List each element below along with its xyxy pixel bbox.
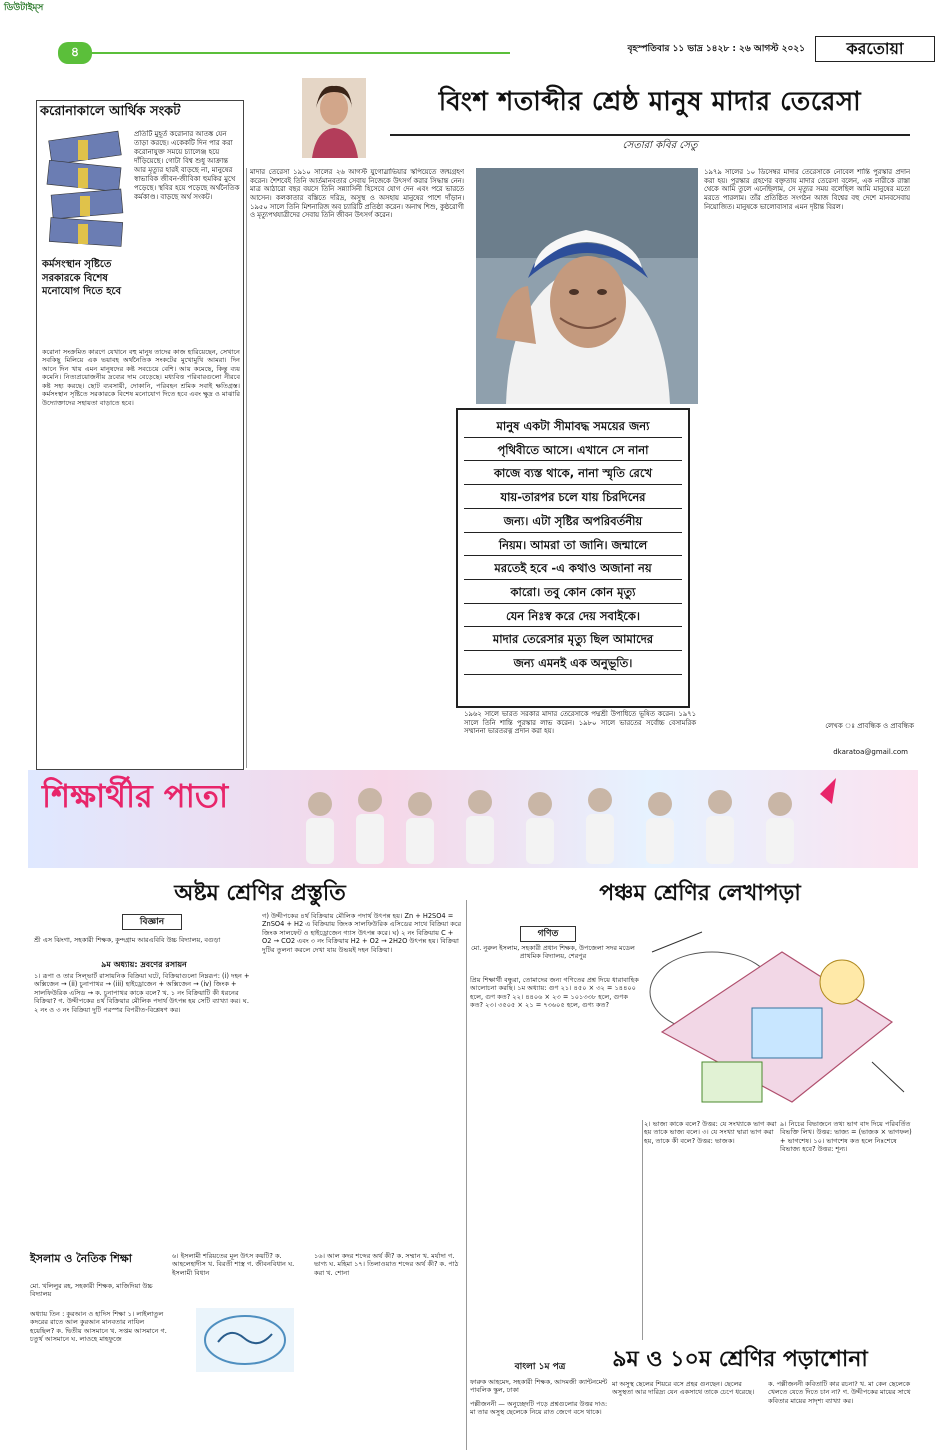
calligraphy-image	[196, 1308, 294, 1372]
math-tag: গণিত	[520, 926, 576, 942]
quote-line: যায়-তারপর চলে যায় চিরদিনের	[464, 485, 682, 509]
bangla-body: পল্লীজননী — অনুচ্ছেদটি পড়ে প্রশ্নগুলোর উত্তর দাও: মা তার অসুস্থ ছেলেকে নিয়ে রাত জেগে বসে থাকে।	[470, 1400, 608, 1417]
economy-body: করোনা সংক্রমিত কারণে যেখানে বহু মানুষ তাদের কাজ হারিয়েছেন, সেখানে সবকিছু মিলিয়ে এক ভয়াবহ অর্থনৈতিক সংকটের মুখোমুখি আমরা। দিন আনে দিন খায় এমন মানুষদের কষ্ট সবচেয়ে বেশি। আয় কমেছে, কিন্তু ব্যয় কমেনি। নিত্যপ্রয়োজনীয় দ্রব্যের দাম বেড়েছে। মধ্যবিত্ত পরিবারগুলো নীরবে কষ্ট সহ্য করছে। ছোট ব্যবসায়ী, দোকানি, পরিবহন শ্রমিক সবাই ক্ষতিগ্রস্ত। কর্মসংস্থান সৃষ্টিতে সরকারকে বিশেষ মনোযোগ দিতে হবে এবং ক্ষুদ্র ও মাঝারি উদ্যোক্তাদের সহায়তা বাড়াতে হবে।	[42, 348, 240, 407]
quote-line: যেন নিঃস্ব করে দেয় সবাইকে।	[464, 604, 682, 628]
column-rule	[642, 1120, 643, 1340]
feature-caption: ১৯৬২ সালে ভারত সরকার মাদার তেরেসাকে পদ্মশ্রী উপাধিতে ভূষিত করেন। ১৯৭১ সালে তিনি শান্তি পুরস্কার লাভ করেন। ১৯৮০ সালে ভারতের সর্বোচ্চ বেসামরিক সম্মাননা ভারতরত্ন প্রদান করা হয়।	[464, 710, 696, 736]
quote-line: জন্য এমনই এক অনুভূতি।	[464, 651, 682, 675]
economy-article-title: করোনাকালে আর্থিক সংকট	[40, 104, 181, 119]
mother-teresa-photo	[476, 168, 698, 404]
feature-signature: লেখক ঃ প্রাবন্ধিক ও প্রাবন্ধিক	[825, 722, 914, 730]
page-number: ৪	[58, 42, 92, 64]
math-illustration	[642, 912, 914, 1120]
religion-questions: ১৬। আল কদর শব্দের অর্থ কী? ক. সম্মান খ. মর্যাদা গ. ভাগ্য ঘ. মহিমা ১৭। তিলাওয়াত শব্দের অর্থ কী? ক. পাঠ করা খ. শোনা	[314, 1252, 459, 1277]
science-chapter: ৯ম অধ্যায়: দ্রবণের রসায়ন	[101, 960, 187, 969]
banknotes-image	[44, 130, 130, 250]
math-answers-b: ৯। নিচের বিভাজনে তথ্য ভাগ বাদ দিয়ে পরিবর্তিত বিভক্তি লিখ। উত্তর: ভাজ্য = (ভাজক × ভাগফল) + ভাগশেষ। ১০। ভাগশেষ কত হলে নিঃশেষে বিভাজ্য হবে? উত্তর: শূন্য।	[780, 1120, 912, 1154]
religion-body: অধ্যায় তিন : কুরআন ও হাদিস শিক্ষা ১। লাইলাতুল কদরের রাতে আল কুরআন মানবতার নাযিল হয়েছিল? ক. দ্বিতীয় আসমানে খ. সপ্তম আসমানে গ. চতুর্থ আসমানে ঘ. লাওহে মাহফুজে	[30, 1310, 167, 1344]
header-rule	[90, 52, 510, 54]
class910-heading: ৯ম ও ১০ম শ্রেণির পড়াশোনা	[612, 1347, 868, 1372]
religion-options: ৬। ইসলামী শরিয়তের মূল উৎস কয়টি? ক. আহলেহাদীস খ. বিরতী শাস্ত্র গ. জীবনবিধান ঘ. ইসলামী বিধান	[172, 1252, 295, 1277]
religion-heading: ইসলাম ও নৈতিক শিক্ষা	[30, 1252, 132, 1265]
math-body: প্রিয় শিক্ষার্থী বন্ধুরা, তোমাদের জন্য গণিতের প্রশ্ন দিয়ে ধারাবাহিক আলোচনা করছি। ১ম অধ্যায়: গুণ ২১। ৪৫০ × ৩২ = ১৪৪০০ হলে, গুণ কত? ২২। ৪৪০৬ × ২৩ = ১০১৩৩৮ হলে, গুণক কত? ২৩। ৩৫০৫ × ২১ = ৭৩৬০৫ হলে, গুণ্য কত?	[470, 976, 639, 1010]
science-tag: বিজ্ঞান	[122, 914, 182, 930]
feature-title: বিংশ শতাব্দীর শ্রেষ্ঠ মানুষ মাদার তেরেসা	[438, 87, 862, 117]
quote-line: মাদার তেরেসার মৃত্যু ছিল আমাদের	[464, 627, 682, 651]
science-body: ১। রূপা ও তার সিল্ভার্ট রাসায়নিক বিক্রিয়া ঘটে, বিক্রিয়াগুলো নিম্নরূপ: (i) দহন + অক্সিজেন → (ii) চুনাপাথর → (iii) হাইড্রোজেন + অক্সিজেন → (iv) জিংক + সালফিউরিক এসিড → ক. চুনাপাথর কাকে বলে? খ. ১ নং বিক্রিয়াটি কী ধরনের বিক্রিয়া? গ. উদ্দীপকের ৪র্থ বিক্রিয়ার মৌলিক পদার্থ উৎপন্ন হয় সেটি ব্যাখ্যা কর। ঘ. ২ নং ও ৩ নং বিক্রিয়া দুটি পরস্পর বিপরীত-বিশ্লেষণ কর।	[34, 972, 250, 1014]
quote-line: জন্য। এটা সৃষ্টির অপরিবর্তনীয়	[464, 509, 682, 533]
quote-line: নিয়ম। আমরা তা জানি। জন্মালে	[464, 533, 682, 557]
feature-quote-box	[456, 408, 690, 708]
class8-heading: অষ্টম শ্রেণির প্রস্তুতি	[174, 881, 346, 906]
paper-logo: করতোয়া	[815, 36, 935, 62]
economy-pull-quote: কর্মসংস্থান সৃষ্টিতে সরকারকে বিশেষ মনোযোগ দিতে হবে	[42, 259, 122, 297]
feature-author: সেতারা কবির সেতু	[622, 140, 698, 151]
date-line: বৃহস্পতিবার ১১ ভাদ্র ১৪২৮ : ২৬ আগস্ট ২০২১	[627, 44, 805, 54]
column-rule	[466, 900, 467, 1450]
bangla-author: ফারুক আহমেদ, সহকারী শিক্ষক, আদমজী ক্যান্টনমেন্ট পাবলিক স্কুল, ঢাকা	[470, 1378, 608, 1395]
quote-line: মানুষ একটা সীমাবদ্ধ সময়ের জন্য	[464, 414, 682, 438]
bangla-body-3: ক. পল্লীজননী কবিতাটি কার রচনা? খ. মা কেন ছেলেকে খেলতে যেতে দিতে চান না? গ. উদ্দীপকের মায়ের সাথে কবিতার মায়ের সাদৃশ্য ব্যাখ্যা কর।	[768, 1380, 911, 1405]
quote-line: মরতেই হবে -এ কথাও অজানা নয়	[464, 556, 682, 580]
quote-line: কারো। তবু কোন কোন মৃত্যু	[464, 580, 682, 604]
side-logo: ডিউটাইম্স	[4, 3, 44, 13]
feature-column-right: ১৯৭৯ সালের ১০ ডিসেম্বর মাদার তেরেসাকে নোবেল শান্তি পুরস্কার প্রদান করা হয়। পুরস্কার গ্রহণের বক্তৃতায় মাদার তেরেসা বলেন, এক নারীকে রাস্তা থেকে আমি তুলে এনেছিলাম, সে মৃত্যুর সময় বলেছিল আমি মানুষের মতো মরতে পারলাম। তাঁর প্রতিষ্ঠিত সংগঠন আজ বিশ্বের বহু দেশে মানবসেবায় নিয়োজিত। মানুষকে ভালোবাসার এমন দৃষ্টান্ত বিরল।	[704, 168, 910, 211]
religion-author: মো. খলিলুর রহ, সহকারী শিক্ষক, মাজিদিয়া উচ্চ বিদ্যালয়	[30, 1282, 153, 1299]
students-page-title: শিক্ষার্থীর পাতা	[42, 777, 229, 815]
math-answers-a: ২। ভাজ্য কাকে বলে? উত্তর: যে সংখ্যাকে ভাগ করা হয় তাকে ভাজ্য বলে। ৩। যে সংখ্যা দ্বারা ভাগ করা হয়, তাকে কী বলে? উত্তর: ভাজক।	[644, 1120, 777, 1145]
bangla-body-2: মা অসুস্থ ছেলের শিয়রে বসে প্রহর গুনছেন। ছেলের অসুস্থতা আর দারিদ্র্য যেন একসাথে তাকে চেপে ধরেছে।	[612, 1380, 755, 1397]
economy-intro: প্রতিটি মুহূর্ত করোনার আতঙ্ক যেন তাড়া করছে। একেকটি দিন পার করা করোনাযুক্ত সময়ে চ্যালেঞ্জ হয়ে দাঁড়িয়েছে। গোটা বিশ্ব শুধু আক্রান্ত আর মৃত্যুর হারই বাড়ছে না, মানুষের স্বাভাবিক জীবন-জীবিকা হুমকির মুখে পড়েছে। স্থবির হয়ে পড়েছে অর্থনৈতিক কর্মকাণ্ড। বাড়ছে অর্থ সংকট।	[134, 130, 240, 201]
math-author: মো. নুরুল ইসলাম, সহকারী প্রধান শিক্ষক, উপজেলা সদর মডেল প্রাথমিক বিদ্যালয়, শেরপুর	[471, 944, 635, 961]
contact-email[interactable]: dkaratoa@gmail.com	[833, 748, 908, 756]
feature-column-left: মাদার তেরেসা ১৯১০ সালের ২৬ আগস্ট যুগোস্লাভিয়ার স্কপিয়েতে জন্মগ্রহণ করেন। শৈশবেই তিনি আর্তমানবতার সেবায় নিজেকে উৎসর্গ করার সিদ্ধান্ত নেন। মাত্র আঠারো বছর বয়সে তিনি সন্ন্যাসিনী হিসেবে যোগ দেন এবং পরে ভারতে আসেন। কলকাতার বস্তিতে দরিদ্র, অসুস্থ ও অসহায় মানুষের পাশে দাঁড়ান। ১৯৫০ সালে তিনি মিশনারিজ অব চ্যারিটি প্রতিষ্ঠা করেন। অনাথ শিশু, কুষ্ঠরোগী ও মৃত্যুপথযাত্রীদের সেবায় তিনি জীবন উৎসর্গ করেন।	[250, 168, 464, 220]
author-photo	[302, 78, 366, 158]
science-author: শ্রী এস ঝিংগা, সহকারী শিক্ষক, কুন্দগ্রাম আরএবিবি উচ্চ বিদ্যালয়, বগুড়া	[34, 936, 221, 944]
column-rule	[246, 168, 247, 768]
class5-heading: পঞ্চম শ্রেণির লেখাপড়া	[599, 881, 801, 906]
quote-line: পৃথিবীতে আসে। এখানে সে নানা	[464, 438, 682, 462]
feature-title-rule	[390, 134, 910, 136]
bangla-heading: বাংলা ১ম পত্র	[514, 1362, 566, 1372]
students-banner-image	[280, 774, 840, 864]
quote-line: কাজে ব্যস্ত থাকে, নানা স্মৃতি রেখে	[464, 461, 682, 485]
science-answers: গ) উদ্দীপকের ৪র্থ বিক্রিয়ায় মৌলিক পদার্থ উৎপন্ন হয়। Zn + H2SO4 = ZnSO4 + H2 এ বিক্রিয়ায় জিংক সালফিউরিক এসিডের সাথে বিক্রিয়া করে জিংক সালফেট ও হাইড্রোজেন গ্যাস উৎপন্ন করে। ঘ) ২ নং বিক্রিয়ায় C + O2 → CO2 এবং ৩ নং বিক্রিয়ায় H2 + O2 → 2H2O উৎপন্ন হয়। বিক্রিয়া দুটির তুলনা করলে দেখা যায় উভয়ই দহন বিক্রিয়া।	[262, 912, 462, 954]
